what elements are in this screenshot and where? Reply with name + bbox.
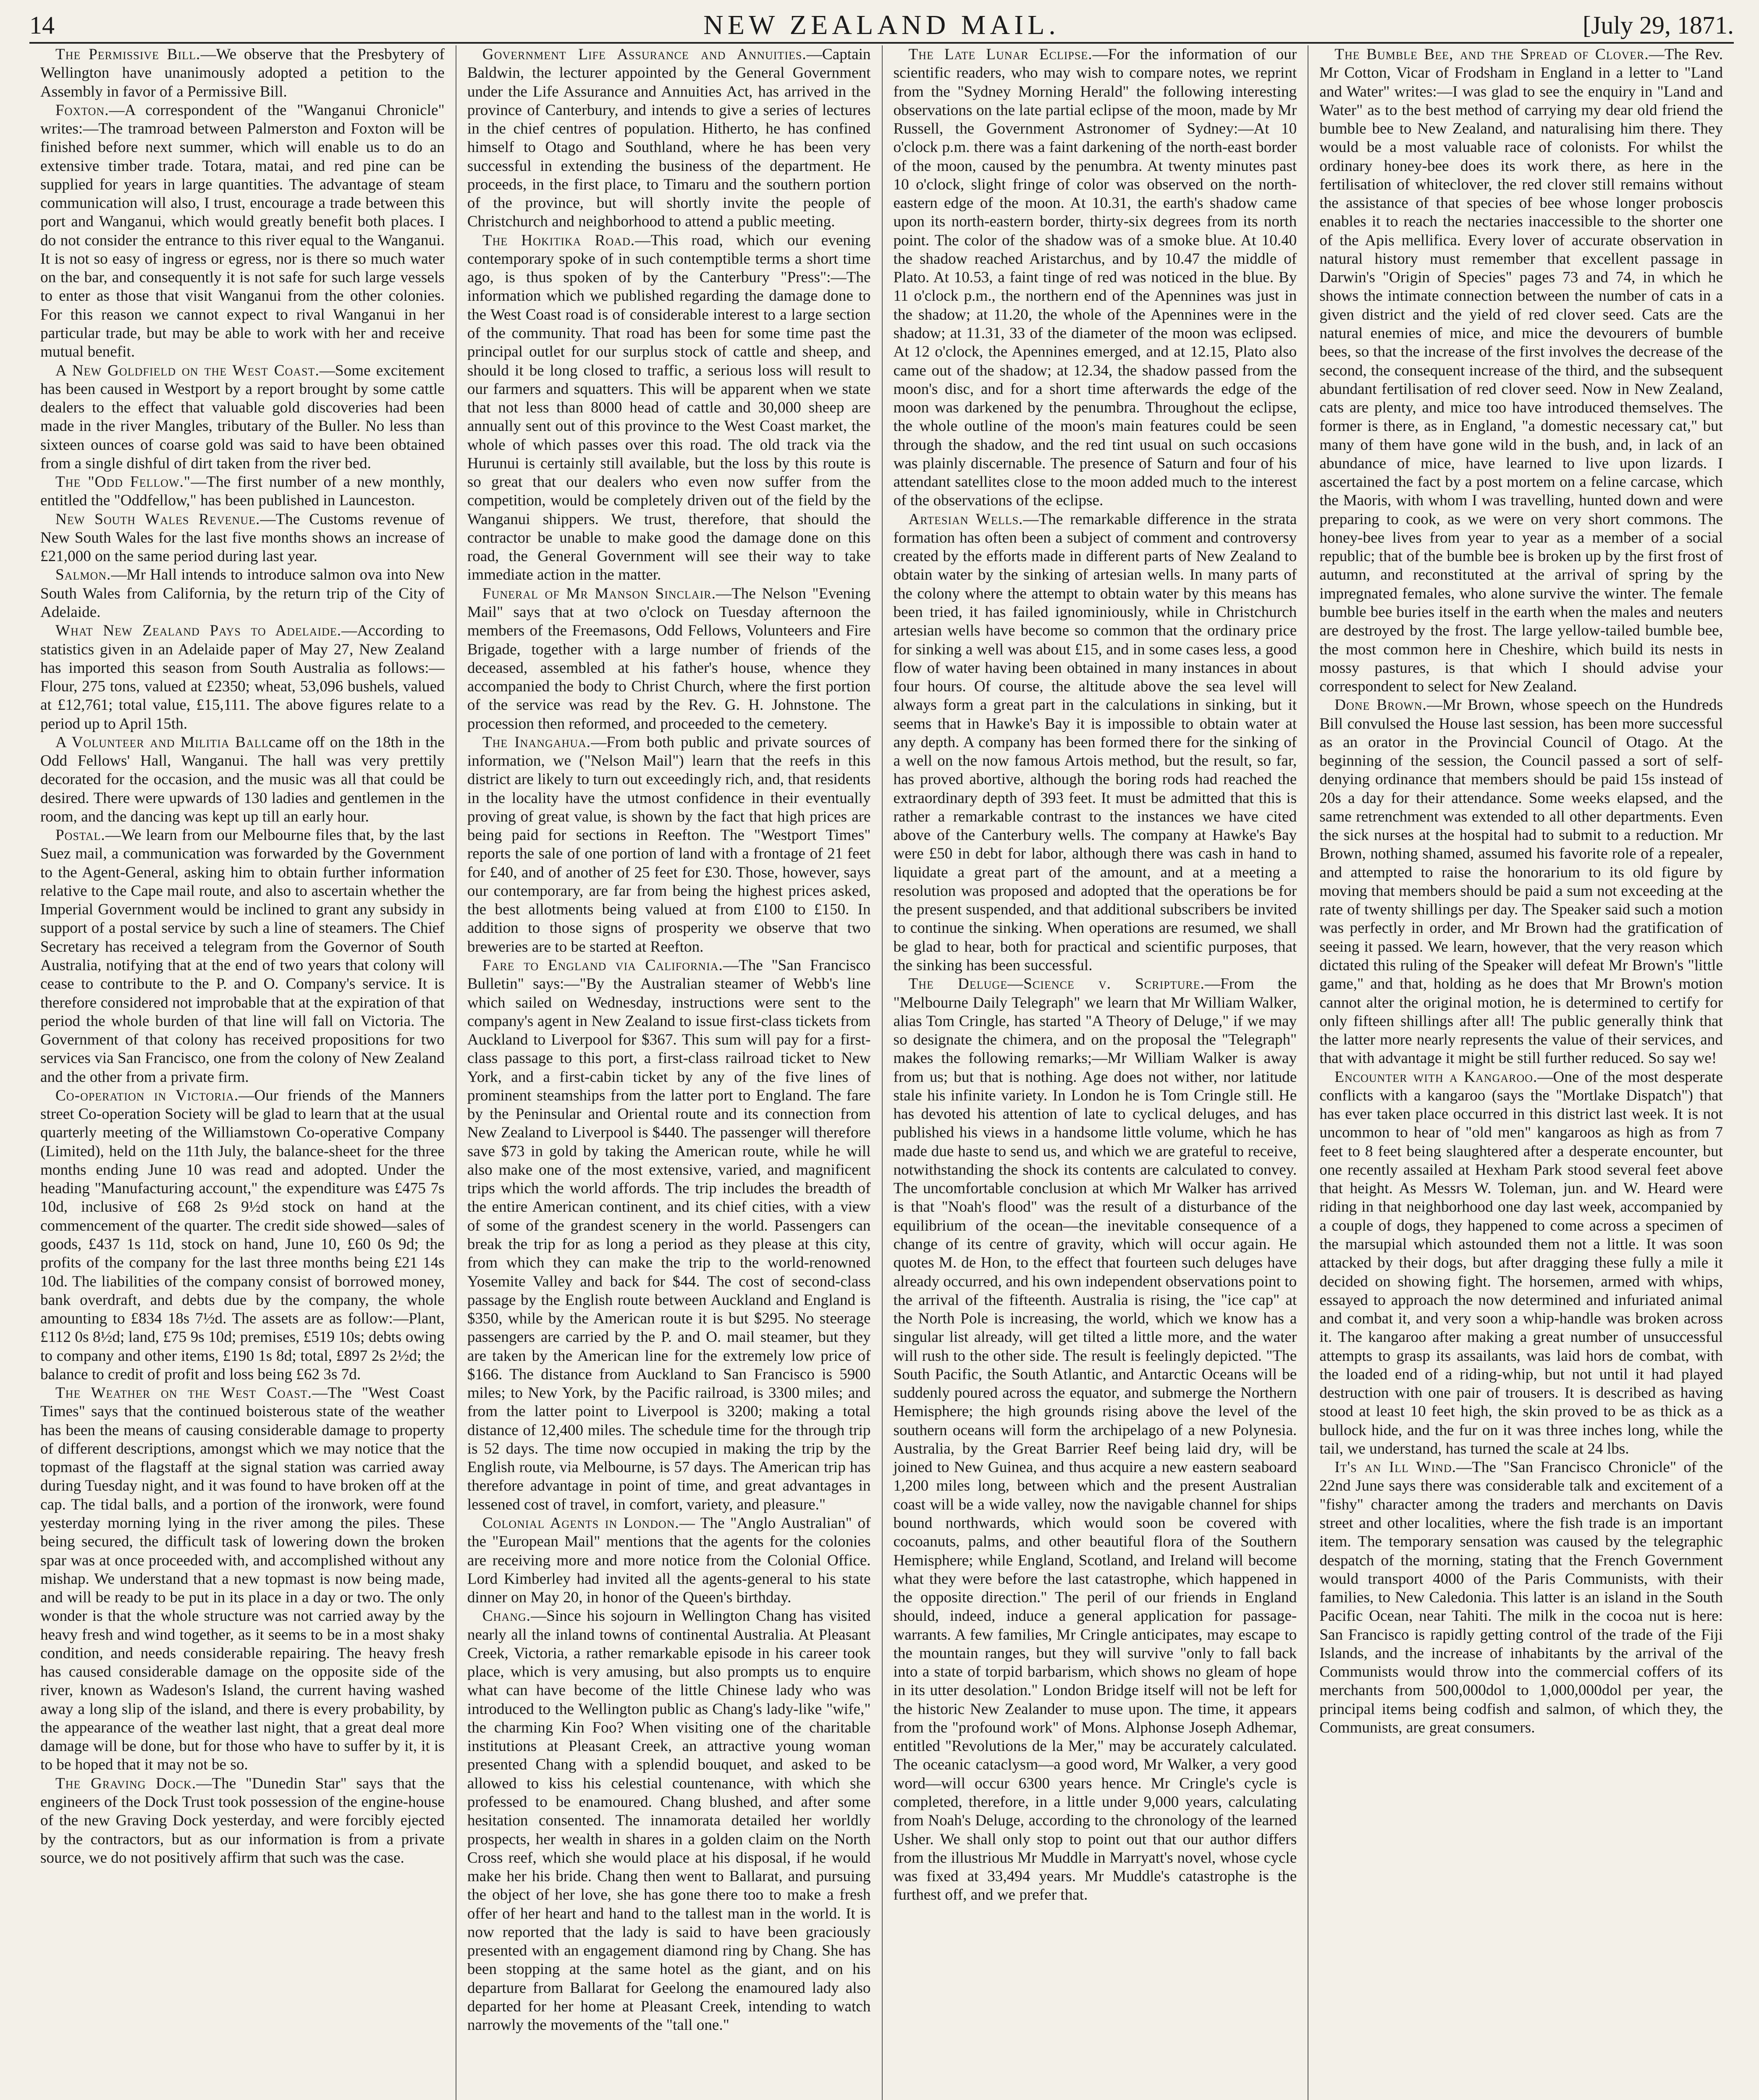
article	[467, 1607, 871, 2034]
article-text: —The "Dunedin Star" says that the engineers of the Dock Trust took possession of the engine-house of the new Graving Dock yesterday, and were forcibly ejected by the contractors, but as our information is from a private source, we do not positively affirm that such was the case.	[40, 1774, 445, 1866]
article-heading: The Weather on the West Coast.	[55, 1384, 312, 1402]
article-text: —Mr Hall intends to introduce salmon ova into New South Wales from California, by the return trip of the City of Adelaide.	[40, 566, 445, 621]
article-text: —From both public and private sources of information, we ("Nelson Mail") learn that the reefs in this district are likely to turn out exceedingly rich, and, that residents in the locality have the utmost confidence in their eventually proving of great value, is shown by the fact that high prices are being paid for sections in Reefton. The "Westport Times" reports the sale of one portion of land with a frontage of 21 feet for £40, and of another of 25 feet for £30. Those, however, says our contemporary, are far from being the highest prices asked, the best allotments being valued at from £100 to £150. In addition to those signs of prosperity we observe that two breweries are to be started at Reefton.	[467, 733, 871, 956]
article	[894, 45, 1297, 510]
article-heading: What New Zealand Pays to Adelaide.	[55, 622, 342, 640]
article-text: —This road, which our evening contemporary spoke of in such contemptible terms a short time ago, is thus spoken of by the Canterbury "Press":—The information which we published regarding the damage done to the West Coast road is of considerable interest to a large section of the community. That road has been for some time past the principal outlet for our surplus stock of cattle and sheep, and should it be long closed to traffic, a serious loss will result to our farmers and squatters. This will be apparent when we state that not less than 8000 head of cattle and 30,000 sheep are annually sent out of this province to the West Coast market, the whole of which passes over this road. The old track via the Hurunui is certainly still available, but the loss by this route is so great that our dealers who even now suffer from the competition, would be completely driven out of the field by the Wanganui shippers. We trust, therefore, that should the contractor be unable to make good the damage done on this road, the General Government will see their way to take immediate action in the matter.	[467, 231, 871, 584]
newspaper-title: NEW ZEALAND MAIL.	[703, 10, 1060, 40]
article	[894, 975, 1297, 1904]
article-text: —Some excitement has been caused in Westport by a report brought by some cattle dealers to the effect that valuable gold discoveries had been made in the river Mangles, tributary of the Buller. No less than sixteen ounces of coarse gold was said to have been obtained from a single dishful of dirt taken from the river bed.	[40, 362, 445, 472]
article-heading: The Permissive Bill.	[55, 46, 201, 63]
article-text: —The remarkable difference in the strata formation has often been a subject of comment and controversy created by the efforts made in different parts of New Zealand to obtain water by the sinking of artesian wells. In many parts of the colony where the attempt to obtain water by this means has been tried, it has failed ignominiously, while in Christchurch artesian wells have become so common that the ordinary price for sinking a well was about £15, and in some cases less, a good flow of water having been obtained in many instances in about four hours. Of course, the altitude above the sea level will always form a great part in the calculations in sinking, but it seems that in Hawke's Bay it is impossible to obtain water at any depth. A company has been formed there for the sinking of a well on the now famous Artois method, but the result, so far, has proved abortive, although the boring rods had reached the extraordinary depth of 393 feet. It must be admitted that this is rather a remarkable contrast to the instances we have cited above of the Canterbury wells. The company at Hawke's Bay were £50 in debt for labor, although there was cash in hand to liquidate a great part of the amount, and at a meeting a resolution was proposed and adopted that the operations be for the present suspended, and that additional subscribers be invited to continue the sinking. When operations are resumed, we shall be glad to hear, both for practical and scientific purposes, that the sinking has been successful.	[893, 510, 1297, 974]
article-heading: Government Life Assurance and Annuities.	[482, 46, 807, 63]
article-heading: Funeral of Mr Manson Sinclair.	[482, 585, 716, 602]
article-heading: Co-operation in Victoria.	[55, 1087, 239, 1104]
article-text: —From the "Melbourne Daily Telegraph" we learn that Mr William Walker, alias Tom Cringle, has started "A Theory of Deluge," if we may so designate the chimera, and on the proposal the "Telegraph" makes the following remarks;—Mr William Walker is away from us; but that is nothing. Age does not wither, nor latitude stale his infinite variety. In London he is Tom Cringle still. He has devoted his attention of late to cyclical deluges, and has published his views in a handsome little volume, which he has made due haste to send us, and which we are grateful to receive, notwithstanding the shock its contents are calculated to convey. The uncomfortable conclusion at which Mr Walker has arrived is that "Noah's flood" was the result of a disturbance of the equilibrium of the ocean—the inevitable consequence of a change of its centre of gravity, which will occur again. He quotes M. de Hon, to the effect that fourteen such deluges have already occurred, and his own independent observations point to the arrival of the fifteenth. Australia is rising, the "ice cap" at the North Pole is increasing, the world, which we know has a singular list already, will get tilted a little more, and the water will rush to the other side. The result is feelingly depicted. "The South Pacific, the South Atlantic, and Antarctic Oceans will be suddenly poured across the equator, and submerge the Northern Hemisphere; the high grounds rising above the level of the southern oceans will form the archipelago of a new Polynesia. Australia, by the Great Barrier Reef being laid dry, will be joined to New Guinea, and thus acquire a new eastern seaboard 1,200 miles long, between which and the present Australian coast will be a wide valley, now the navigable channel for ships bound northwards, which would soon be covered with cocoanuts, palms, and other beautiful flora of the Southern Hemisphere; while England, Scotland, and Ireland will become what they were before the last catastrophe, which happened in the opposite direction." The peril of our friends in England should, indeed, induce a general application for passage-warrants. A few families, Mr Cringle anticipates, may escape to the mountain ranges, but they will survive "only to fall back into a state of torpid barbarism, which shows no gleam of hope in its utter desolation." London Bridge itself will not be left for the historic New Zealander to muse upon. The time, it appears from the "profound work" of Mons. Alphonse Joseph Adhemar, entitled "Revolutions de la Mer," may be accurately calculated. The oceanic cataclysm—a good word, Mr Walker, a very good word—will occur 6300 years hence. Mr Cringle's cycle is completed, therefore, in a little under 9,000 years, calculating from Noah's Deluge, according to the chronology of the learned Usher. We shall only stop to point out that our author differs from the illustrious Mr Muddle in Marryatt's novel, whose cycle was fixed at 33,494 years. Mr Muddle's catastrophe is the furthest off, and we prefer that.	[893, 975, 1297, 1904]
article-text: —The Rev. Mr Cotton, Vicar of Frodsham in England in a letter to "Land and Water" writes:—I was glad to see the enquiry in "Land and Water" as to the best method of carrying my dear old friend the bumble bee to New Zealand, and naturalising him there. They would be a most valuable race of colonists. For whilst the ordinary honey-bee does its work there, as here in the fertilisation of whiteclover, the red clover still remains without the assistance of that species of bee whose longer proboscis enables it to reach the nectaries inaccessible to the shorter one of the Apis mellifica. Every lover of accurate observation in natural history must remember that excellent passage in Darwin's "Origin of Species" pages 73 and 74, in which he shows the intimate connection between the number of cats in a given district and the yield of red clover seed. Cats are the natural enemies of mice, and mice the devourers of bumble bees, so that the increase of the first involves the decrease of the second, the consequent increase of the third, and the subsequent abundant fertilisation of red clover seed. Now in New Zealand, cats are plenty, and mice too have introduced themselves. The former is there, as in England, "a domestic necessary cat," but many of them have gone wild in the bush, and, in lack of an abundance of mice, have learned to live upon lizards. I ascertained the fact by a post mortem on a feline carcase, which the Maoris, with whom I was travelling, hunted down and were preparing to cook, as we were on very short commons. The honey-bee lives from year to year as a member of a social republic; that of the bumble bee is broken up by the first frost of autumn, and reconstituted at the arrival of spring by the impregnated females, who alone survive the winter. The female bumble bee buries itself in the earth when the males and neuters are destroyed by the frost. The large yellow-tailed bumble bee, the most common here in Cheshire, which build its nests in mossy pastures, is that which I should advise your correspondent to select for New Zealand.	[1319, 46, 1723, 696]
article-heading: Foxton.	[55, 101, 109, 119]
article-text: —Our friends of the Manners street Co-operation Society will be glad to learn that at the usual quarterly meeting of the Williamstown Co-operative Company (Limited), held on the 11th July, the balance-sheet for the three months ending June 10 was read and adopted. Under the heading "Manufacturing account," the expenditure was £475 7s 10d, inclusive of £68 2s 9½d stock on hand at the commencement of the quarter. The credit side showed—sales of goods, £437 1s 11d, stock on hand, June 10, £60 0s 9d; the profits of the company for the last three months being £21 14s 10d. The liabilities of the company consist of borrowed money, bank overdraft, and debts due by the company, the whole amounting to £834 18s 7½d. The assets are as follow:—Plant, £112 0s 8½d; land, £75 9s 10d; premises, £519 10s; debts owing to company and other items, £190 1s 8d; total, £897 2s 2½d; the balance to credit of profit and loss being £62 3s 7d.	[40, 1087, 445, 1383]
article	[467, 231, 871, 585]
article-heading: A Volunteer and Militia Ball	[55, 733, 269, 751]
article	[894, 510, 1297, 975]
article-text: —The Nelson "Evening Mail" says that at two o'clock on Tuesday afternoon the members of the Freemasons, Odd Fellows, Volunteers and Fire Brigade, together with a large number of friends of the deceased, assembled at his father's house, whence they accompanied the body to Christ Church, where the first portion of the service was read by the Rev. G. H. Johnstone. The procession then reformed, and proceeded to the cemetery.	[467, 585, 871, 732]
article-heading: New South Wales Revenue.	[55, 510, 260, 528]
article-heading: Encounter with a Kangaroo.	[1334, 1068, 1538, 1086]
article	[40, 101, 445, 362]
article-heading: Done Brown.	[1334, 696, 1427, 714]
article-heading: The Inangahua.	[482, 733, 591, 751]
article-heading: The "Odd Fellow."	[55, 473, 191, 491]
article-text: —Captain Baldwin, the lecturer appointed by the General Government under the Life Assurance and Annuities Act, has arrived in the province of Canterbury, and intends to give a series of lectures in the chief centres of population. Hitherto, he has confined himself to Otago and Southland, where he has been very successful in extending the business of the department. He proceeds, in the first place, to Timaru and the southern portion of the province, but will shortly invite the people of Christchurch and neighborhood to attend a public meeting.	[467, 46, 871, 231]
article-text: —The Customs revenue of New South Wales for the last five months shows an increase of £21,000 on the same period during last year.	[40, 510, 445, 565]
article	[40, 510, 445, 566]
article	[40, 733, 445, 826]
article	[467, 733, 871, 956]
column-3	[882, 45, 1308, 2100]
article	[40, 826, 445, 1087]
article	[467, 1514, 871, 1607]
article-text: —According to statistics given in an Adelaide paper of May 27, New Zealand has imported this season from South Australia as follows:—Flour, 275 tons, valued at £2350; wheat, 53,096 bushels, valued at £12,761; total value, £15,111. The above figures relate to a period up to April 15th.	[40, 622, 445, 732]
article	[467, 956, 871, 1514]
page-number: 14	[29, 11, 55, 39]
article-heading: Postal.	[55, 827, 105, 844]
article-text: came off on the 18th in the Odd Fellows' Hall, Wanganui. The hall was very prettily decorated for the occasion, and the music was all that could be desired. There were upwards of 130 ladies and gentlemen in the room, and the dancing was kept up till an early hour.	[40, 733, 445, 825]
article	[40, 45, 445, 101]
article-text: —We learn from our Melbourne files that, by the last Suez mail, a communication was forwarded by the Government to the Agent-General, asking him to obtain further information relative to the Cape mail route, and also to ascertain whether the Imperial Government would be inclined to grant any subsidy in support of a postal service by such a line of steamers. The Chief Secretary has received a telegram from the Governor of South Australia, notifying that at the end of two years that colony will cease to contribute to the P. and O. Company's service. It is therefore considered not improbable that at the expiration of that period the whole burden of that line will fall on Victoria. The Government of that colony has received propositions for two services via San Francisco, one from the colony of New Zealand and the other from a private firm.	[40, 827, 445, 1086]
article-heading: Chang.	[482, 1607, 531, 1625]
article	[1319, 45, 1723, 696]
article-text: —Since his sojourn in Wellington Chang has visited nearly all the inland towns of continental Australia. At Pleasant Creek, Victoria, a rather remarkable episode in his career took place, which is very amusing, but also prompts us to enquire what can have become of the little Chinese lady who was introduced to the Wellington public as Chang's lady-like "wife," the charming Kin Foo? When visiting one of the charitable institutions at Pleasant Creek, an attractive young woman presented Chang with a splendid bouquet, and asked to be allowed to kiss his celestial countenance, with which she professed to be enamoured. Chang blushed, and after some hesitation consented. The innamorata detailed her worldly prospects, her wealth in shares in a golden claim on the North Cross reef, which she would place at his disposal, if he would make her his bride. Chang then went to Ballarat, and pursuing the object of her love, she has gone there too to make a fresh offer of her heart and hand to the tallest man in the world. It is now reported that the lady is said to have been graciously presented with an engagement diamond ring by Chang. She has been stopping at the same hotel as the giant, and on his departure from Ballarat for Geelong the enamoured lady also departed for her home at Pleasant Creek, intending to watch narrowly the movements of the "tall one."	[467, 1607, 871, 2034]
article	[40, 1774, 445, 1867]
masthead	[29, 8, 1734, 44]
article-heading: Fare to England via California.	[482, 957, 723, 974]
article	[40, 622, 445, 733]
article-heading: The Bumble Bee, and the Spread of Clover.	[1334, 46, 1649, 63]
article-heading: The Hokitika Road.	[482, 231, 635, 249]
article-text: —For the information of our scientific readers, who may wish to compare notes, we reprint from the "Sydney Morning Herald" the following interesting observations on the late partial eclipse of the moon, made by Mr Russell, the Government Astronomer of Sydney:—At 10 o'clock p.m. there was a faint darkening of the north-east border of the moon, caused by the penumbra. At twenty minutes past 10 o'clock, slight fringe of color was observed on the north-eastern edge of the moon. At 10.31, the earth's shadow came upon its north-eastern border, thirty-six degrees from its north point. The color of the shadow was of a smoke blue. At 10.40 the shadow reached Aristarchus, and by 10.47 the middle of Plato. At 10.53, a faint tinge of red was noticed in the blue. By 11 o'clock p.m., the northern end of the Apennines was just in the shadow; at 11.20, the whole of the Apennines were in the shadow; at 11.31, 33 of the diameter of the moon was eclipsed. At 12 o'clock, the Apennines emerged, and at 12.15, Plato also came out of the shadow; at 12.34, the shadow passed from the moon's disc, and for a short time afterwards the edge of the moon was darkened by the penumbra. Throughout the eclipse, the whole outline of the moon's main features could be seen through the shadow, and the red tint usual on such occasions was plainly discernable. The presence of Saturn and four of his attendant satellites close to the moon added much to the interest of the observations of the eclipse.	[893, 46, 1297, 509]
article	[40, 1384, 445, 1774]
column-4	[1308, 45, 1734, 2100]
article	[1319, 1068, 1723, 1459]
article-heading: Salmon.	[55, 566, 111, 584]
article	[40, 1087, 445, 1384]
article-heading: A New Goldfield on the West Coast.	[55, 362, 320, 379]
column-1	[29, 45, 456, 2100]
article-text: —The "West Coast Times" says that the continued boisterous state of the weather has been the means of causing considerable damage to property of different descriptions, amongst which we may notice that the topmast of the flagstaff at the signal station was carried away during Tuesday night, and it was found to have broken off at the cap. The tidal balls, and a portion of the ironwork, were found yesterday morning lying in the river among the piles. These being secured, the difficult task of lowering down the broken spar was at once proceeded with, and accomplished without any mishap. We understand that a new topmast is now being made, and will be ready to be put in its place in a day or two. The only wonder is that the whole structure was not carried away by the heavy fresh and wind together, as it seems to be in a most shaky condition, and needs considerable repairing. The heavy fresh has caused considerable damage on the opposite side of the river, known as Wadeson's Island, the current having washed away a long slip of the island, and there is every probability, by the appearance of the weather last night, that a great deal more damage will be done, but for those who have to suffer by it, it is to be hoped that it may not be so.	[40, 1384, 445, 1774]
article-heading: The Late Lunar Eclipse.	[908, 46, 1093, 63]
article	[467, 45, 871, 231]
article-heading: Colonial Agents in London.	[482, 1514, 679, 1532]
article	[40, 473, 445, 510]
article-text: —Mr Brown, whose speech on the Hundreds Bill convulsed the House last session, has been more successful as an orator in the Provincial Council of Otago. At the beginning of the session, the Council passed a sort of self-denying ordinance that members should be paid 15s instead of 20s a day for their attendance. Some weeks elapsed, and the same retrenchment was extended to all other departments. Even the sick nurses at the hospital had to submit to a reduction. Mr Brown, nothing shamed, assumed his favorite role of a repealer, and attempted to raise the honorarium to its old figure by moving that members should be paid a sum not exceeding at the rate of twenty shillings per day. The Speaker said such a motion was perfectly in order, and Mr Brown had the gratification of seeing it passed. We learn, however, that the very reason which dictated this ruling of the Speaker will defeat Mr Brown's "little game," and that, holding as he does that Mr Brown's motion cannot alter the original motion, he is determined to certify for only fifteen shillings after all! The public generally think that the latter more nearly represents the value of their services, and that with advantage it might be still further reduced. So say we!	[1319, 696, 1723, 1067]
article-heading: The Graving Dock.	[55, 1774, 197, 1792]
article-text: —The first number of a new monthly, entitled the "Oddfellow," has been published in Launceston.	[40, 473, 445, 509]
article	[40, 362, 445, 473]
article-text: —The "San Francisco Chronicle" of the 22nd June says there was considerable talk and excitement of a "fishy" character among the traders and merchants on Davis street and other localities, where the fish trade is an important item. The temporary sensation was caused by the telegraphic despatch of the morning, stating that the French Government would transport 4000 of the Paris Communists, with their families, to New Caledonia. This latter is an island in the South Pacific Ocean, near Tahiti. The milk in the cocoa nut is here: San Francisco is rapidly getting control of the trade of the Fiji Islands, and the increase of inhabitants by the arrival of the Communists would throw into the commercial coffers of its merchants from 500,000dol to 1,000,000dol per year, the principal items being codfish and salmon, of which they, the Communists, are great consumers.	[1319, 1459, 1723, 1736]
article-heading: It's an Ill Wind.	[1334, 1459, 1457, 1476]
article-text: — The "Anglo Australian" of the "European Mail" mentions that the agents for the colonies are receiving more and more notice from the Colonial Office. Lord Kimberley had invited all the agents-general to his state dinner on May 20, in honor of the Queen's birthday.	[467, 1514, 871, 1606]
article	[467, 585, 871, 733]
article	[40, 566, 445, 622]
article	[1319, 696, 1723, 1068]
article-heading: Artesian Wells.	[908, 510, 1023, 528]
columns	[29, 45, 1734, 2100]
article-text: —We observe that the Presbytery of Wellington have unanimously adopted a petition to the Assembly in favor of a Permissive Bill.	[40, 46, 445, 100]
article-text: —A correspondent of the "Wanganui Chronicle" writes:—The tramroad between Palmerston and Foxton will be finished before next summer, which will enable us to do an extensive timber trade. Totara, matai, and red pine can be supplied for years in large quantities. The advantage of steam communication will also, I trust, encourage a trade between this port and Wanganui, which would greatly benefit both places. I do not consider the entrance to this river equal to the Wanganui. It is not so easy of ingress or egress, nor is there so much water on the bar, and consequently it is not safe for such large vessels to enter as those that visit Wanganui from the other colonies. For this reason we cannot expect to rival Wanganui in her particular trade, but may be able to work with her and receive mutual benefit.	[40, 101, 445, 361]
article-heading: The Deluge—Science v. Scripture.	[908, 975, 1205, 993]
issue-date: [July 29, 1871.	[1583, 11, 1734, 39]
article-text: —One of the most desperate conflicts with a kangaroo (says the "Mortlake Dispatch") that has ever taken place occurred in this district last week. It is not uncommon to hear of "old men" kangaroos as high as from 7 feet to 8 feet being slaughtered after a desperate encounter, but one recently assailed at Hexham Park stood several feet above that height. As Messrs W. Toleman, jun. and W. Heard were riding in that neighborhood one day last week, accompanied by a couple of dogs, they happened to come across a specimen of the marsupial which astounded them not a little. It was soon attacked by their dogs, but after dragging these fully a mile it decided on showing fight. The horsemen, armed with whips, essayed to approach the now determined and infuriated animal and combat it, and very soon a whip-handle was broken across it. The kangaroo after making a great number of unsuccessful attempts to grasp its assailants, was laid hors de combat, with the loaded end of a riding-whip, but not until it had played destruction with one pair of trousers. It is described as having stood at least 10 feet high, the skin proved to be as thick as a bullock hide, and the fur on it was three inches long, while the tail, we understand, has turned the scale at 24 lbs.	[1319, 1068, 1723, 1457]
column-2	[456, 45, 882, 2100]
article-text: —The "San Francisco Bulletin" says:—"By the Australian steamer of Webb's line which sailed on Wednesday, instructions were sent to the company's agent in New Zealand to issue first-class tickets from Auckland to Liverpool for $367. This sum will pay for a first-class passage to this port, a first-class railroad ticket to New York, and a first-cabin ticket by any of the five lines of prominent steamships from the latter port to England. The fare by the Peninsular and Oriental route and its connection from New Zealand to Liverpool is $440. The passenger will therefore save $73 in gold by taking the American route, while he will also make one of the most extensive, varied, and magnificent trips which the world affords. The trip includes the breadth of the entire American continent, and its chief cities, with a view of some of the grandest scenery in the world. Passengers can break the trip for as long a period as they please at this city, from which they can make the trip to the world-renowned Yosemite Valley and back for $44. The cost of second-class passage by the English route between Auckland and England is $350, while by the American route it is but $295. No steerage passengers are carried by the P. and O. mail steamer, but they are taken by the American line for the extremely low price of $166. The distance from Auckland to San Francisco is 5900 miles; to New York, by the Pacific railroad, is 3300 miles; and from the latter point to Liverpool is 3200; making a total distance of 12,400 miles. The schedule time for the through trip is 52 days. The time now occupied in making the trip by the English route, via Melbourne, is 57 days. The American trip has therefore advantage in point of time, and great advantages in lessened cost of travel, in comfort, variety, and pleasure."	[467, 957, 871, 1513]
article	[1319, 1458, 1723, 1737]
